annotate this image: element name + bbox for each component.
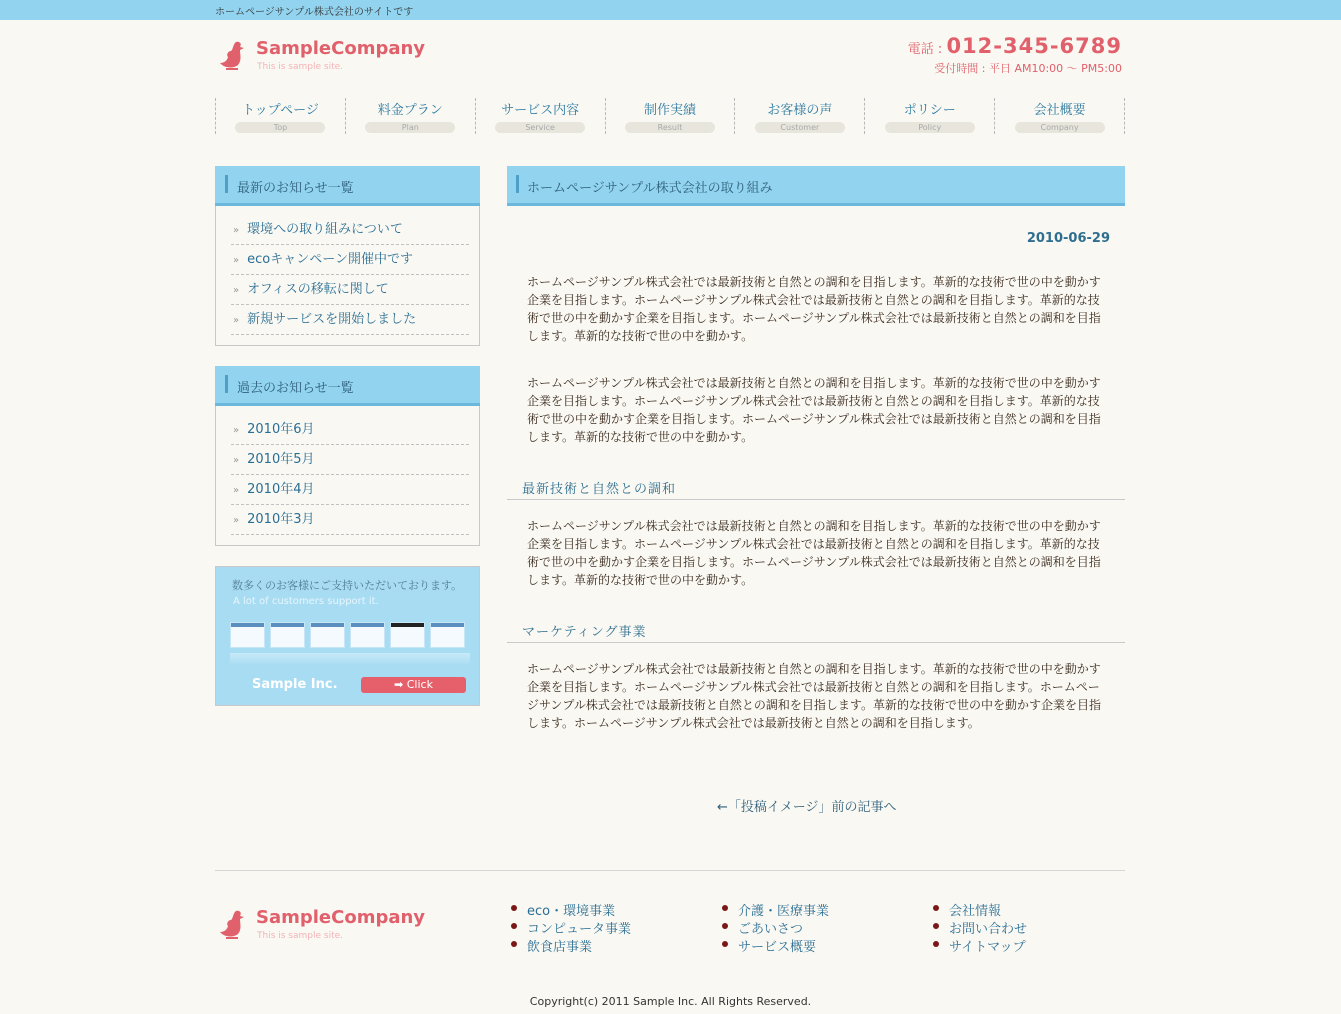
nav-sublabel: Policy bbox=[885, 122, 975, 133]
news-link[interactable]: オフィスの移転に関して bbox=[247, 282, 389, 297]
latest-news-box bbox=[215, 166, 480, 346]
business-hours: 受付時間 : 平日 AM10:00 ～ PM5:00 bbox=[934, 62, 1122, 75]
list-item[interactable] bbox=[231, 506, 469, 535]
article-date: 2010-06-29 bbox=[1026, 231, 1110, 246]
phone-label: 電話 : bbox=[907, 42, 947, 57]
chevron-icon: » bbox=[233, 425, 240, 436]
footer-links-col2 bbox=[722, 900, 829, 954]
footer-link[interactable]: サイトマップ bbox=[933, 936, 1027, 954]
main-content bbox=[507, 166, 1125, 815]
footer-logo[interactable] bbox=[218, 905, 428, 945]
nav-item-company[interactable] bbox=[994, 98, 1125, 134]
nav-sublabel: Customer bbox=[755, 122, 845, 133]
phone-number: 012-345-6789 bbox=[946, 34, 1122, 58]
top-bar bbox=[0, 0, 1341, 20]
list-item[interactable] bbox=[231, 416, 469, 445]
nav-item-result[interactable] bbox=[605, 98, 735, 134]
footer-link[interactable]: サービス概要 bbox=[722, 936, 829, 954]
past-news-header bbox=[215, 366, 480, 406]
screenshot-thumb bbox=[310, 622, 345, 648]
nav-item-service[interactable] bbox=[475, 98, 605, 134]
banner-click-button[interactable]: ➡ Click bbox=[361, 677, 466, 693]
footer-link[interactable]: ごあいさつ bbox=[722, 918, 829, 936]
global-nav bbox=[215, 98, 1125, 134]
footer-divider bbox=[215, 870, 1125, 871]
nav-sublabel: Result bbox=[625, 122, 715, 133]
nav-sublabel: Top bbox=[235, 122, 325, 133]
nav-item-customer[interactable] bbox=[734, 98, 864, 134]
nav-label: お客様の声 bbox=[767, 103, 833, 118]
nav-sublabel: Company bbox=[1015, 122, 1105, 133]
logo-name: SampleCompany bbox=[256, 38, 426, 59]
archive-link[interactable]: 2010年5月 bbox=[247, 452, 315, 467]
heading-bar bbox=[225, 375, 228, 393]
list-item[interactable] bbox=[231, 246, 469, 275]
latest-news-header bbox=[215, 166, 480, 206]
chevron-icon: » bbox=[233, 485, 240, 496]
chevron-icon: » bbox=[233, 285, 240, 296]
nav-item-plan[interactable] bbox=[345, 98, 475, 134]
prev-article-link[interactable]: ←「投稿イメージ」前の記事へ bbox=[717, 800, 897, 815]
banner-headline: 数多くのお客様にご支持いただいております。 bbox=[232, 579, 463, 592]
banner-subline: A lot of customers support it. bbox=[233, 596, 379, 607]
footer-link[interactable]: 会社情報 bbox=[933, 900, 1027, 918]
article-paragraph: ホームページサンプル株式会社では最新技術と自然との調和を目指します。革新的な技術で世の中を動かす企業を目指します。ホームページサンプル株式会社では最新技術と自然との調和を目指します。革新的な技術で世の中を動かす企業を目指します。ホームページサンプル株式会社では最新技術と自然との調和を目指します。革新的な技術で世の中を動かす。 bbox=[527, 275, 1101, 343]
archive-link[interactable]: 2010年3月 bbox=[247, 512, 315, 527]
section-heading-text: 最新技術と自然との調和 bbox=[522, 482, 677, 497]
nav-label: 制作実績 bbox=[644, 103, 697, 118]
nav-label: 会社概要 bbox=[1033, 103, 1086, 118]
list-item[interactable] bbox=[231, 306, 469, 335]
latest-news-list bbox=[216, 206, 479, 345]
contact-info bbox=[908, 34, 1122, 76]
footer-link[interactable]: 介護・医療事業 bbox=[722, 900, 829, 918]
nav-label: サービス内容 bbox=[501, 103, 580, 118]
copyright: Copyright(c) 2011 Sample Inc. All Rights Reserved. bbox=[529, 995, 812, 1008]
footer-link[interactable]: 飲食店事業 bbox=[511, 936, 631, 954]
past-news-title: 過去のお知らせ一覧 bbox=[237, 381, 354, 396]
article-paragraph: ホームページサンプル株式会社では最新技術と自然との調和を目指します。革新的な技術で世の中を動かす企業を目指します。ホームページサンプル株式会社では最新技術と自然との調和を目指します。ホームページサンプル株式会社では最新技術と自然との調和を目指します。革新的な技術で世の中を動かす企業を目指します。ホームページサンプル株式会社では最新技術と自然との調和を目指します。 bbox=[527, 662, 1101, 730]
list-item[interactable] bbox=[231, 476, 469, 505]
past-news-list bbox=[216, 406, 479, 545]
duck-icon bbox=[218, 38, 246, 70]
nav-item-policy[interactable] bbox=[864, 98, 994, 134]
article-paragraph: ホームページサンプル株式会社では最新技術と自然との調和を目指します。革新的な技術で世の中を動かす企業を目指します。ホームページサンプル株式会社では最新技術と自然との調和を目指します。革新的な技術で世の中を動かす企業を目指します。ホームページサンプル株式会社では最新技術と自然との調和を目指します。革新的な技術で世の中を動かす。 bbox=[527, 519, 1101, 587]
article-header bbox=[507, 166, 1125, 206]
banner-company: Sample Inc. bbox=[252, 677, 338, 692]
news-link[interactable]: 環境への取り組みについて bbox=[247, 222, 403, 237]
nav-label: トップページ bbox=[242, 103, 319, 118]
screenshot-thumb bbox=[270, 622, 305, 648]
chevron-icon: » bbox=[233, 225, 240, 236]
chevron-icon: » bbox=[233, 255, 240, 266]
archive-link[interactable]: 2010年6月 bbox=[247, 422, 315, 437]
archive-link[interactable]: 2010年4月 bbox=[247, 482, 315, 497]
screenshot-thumb bbox=[230, 622, 265, 648]
latest-news-title: 最新のお知らせ一覧 bbox=[237, 181, 354, 196]
nav-label: ポリシー bbox=[903, 103, 956, 118]
chevron-icon: » bbox=[233, 315, 240, 326]
heading-bar bbox=[516, 175, 519, 193]
site-logo[interactable] bbox=[218, 36, 428, 76]
section-heading bbox=[507, 478, 1125, 500]
news-link[interactable]: ecoキャンペーン開催中です bbox=[247, 252, 413, 267]
past-news-box bbox=[215, 366, 480, 546]
logo-name: SampleCompany bbox=[256, 907, 426, 928]
list-item[interactable] bbox=[231, 446, 469, 475]
site-tagline: ホームページサンプル株式会社のサイトです bbox=[215, 7, 414, 18]
list-item[interactable] bbox=[231, 216, 469, 245]
duck-icon bbox=[218, 907, 246, 939]
footer-links-col1 bbox=[511, 900, 631, 954]
nav-sublabel: Plan bbox=[365, 122, 455, 133]
nav-sublabel: Service bbox=[495, 122, 585, 133]
chevron-icon: » bbox=[233, 515, 240, 526]
footer-link[interactable]: eco・環境事業 bbox=[511, 900, 631, 918]
sidebar bbox=[215, 166, 480, 706]
logo-subtitle: This is sample site. bbox=[257, 931, 344, 941]
logo-subtitle: This is sample site. bbox=[257, 62, 344, 72]
footer-link[interactable]: お問い合わせ bbox=[933, 918, 1027, 936]
footer-links-col3 bbox=[933, 900, 1027, 954]
article-paragraph: ホームページサンプル株式会社では最新技術と自然との調和を目指します。革新的な技術で世の中を動かす企業を目指します。ホームページサンプル株式会社では最新技術と自然との調和を目指します。革新的な技術で世の中を動かす企業を目指します。ホームページサンプル株式会社では最新技術と自然との調和を目指します。革新的な技術で世の中を動かす。 bbox=[527, 376, 1101, 444]
section-heading bbox=[507, 621, 1125, 643]
chevron-icon: » bbox=[233, 455, 240, 466]
banner-reflection bbox=[230, 653, 470, 665]
screenshot-thumb bbox=[430, 622, 465, 648]
phone bbox=[908, 34, 1122, 58]
footer-link[interactable]: コンピュータ事業 bbox=[511, 918, 631, 936]
news-link[interactable]: 新規サービスを開始しました bbox=[247, 312, 417, 327]
section-heading-text: マーケティング事業 bbox=[522, 625, 647, 640]
nav-item-top[interactable] bbox=[215, 98, 345, 134]
article-title: ホームページサンプル株式会社の取り組み bbox=[527, 181, 773, 196]
heading-bar bbox=[225, 175, 228, 193]
screenshot-thumb bbox=[390, 622, 425, 648]
screenshot-thumb bbox=[350, 622, 385, 648]
list-item[interactable] bbox=[231, 276, 469, 305]
nav-label: 料金プラン bbox=[377, 103, 443, 118]
customer-banner[interactable] bbox=[215, 566, 480, 706]
